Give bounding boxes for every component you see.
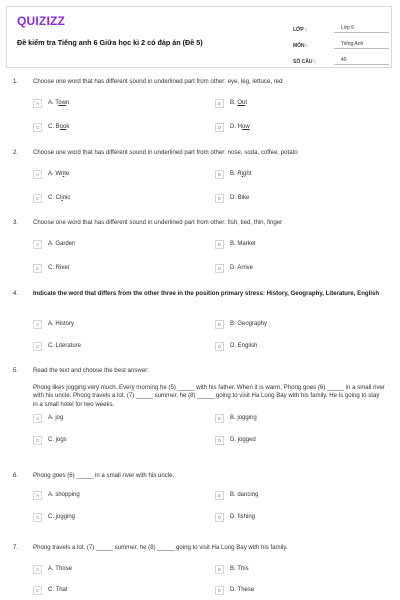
meta-fields — [293, 17, 389, 65]
option-d[interactable] — [215, 341, 257, 351]
option-letter-box: A — [33, 99, 42, 108]
option-d[interactable] — [215, 193, 249, 203]
option-text: D. Arrive — [230, 265, 254, 271]
question-text: Choose one word that has different sound in underlined part from other: eye, leg, lettuce, red — [33, 78, 283, 85]
option-text: A. Garden — [48, 241, 76, 247]
options-grid — [0, 490, 400, 550]
question-text: Choose one word that has different sound in underlined part from other: nose, soda, coffee, potato — [33, 149, 298, 156]
meta-label: LỚP : — [293, 27, 307, 33]
question-text: Choose one word that has different sound in underlined part from other: fish, tied, thin, finger — [33, 219, 283, 226]
meta-label: MÔN : — [293, 43, 308, 49]
question-number: 2. — [13, 149, 19, 156]
option-a[interactable] — [33, 239, 75, 249]
option-text: B. Right — [230, 171, 252, 177]
option-c[interactable] — [33, 512, 75, 522]
option-text: B. dancing — [230, 492, 259, 498]
option-text: B. Market — [230, 241, 256, 247]
option-c[interactable] — [33, 341, 81, 351]
option-letter-box: B — [215, 320, 224, 329]
worksheet-header — [6, 6, 392, 68]
option-a[interactable] — [33, 490, 80, 500]
quizizz-logo: QUIZIZZ — [17, 14, 66, 28]
options-grid — [0, 564, 400, 600]
option-b[interactable] — [215, 490, 258, 500]
option-letter-box: C — [33, 586, 42, 595]
option-a[interactable] — [33, 169, 69, 179]
option-d[interactable] — [215, 512, 255, 522]
option-letter-box: C — [33, 123, 42, 132]
question-number: 1. — [13, 78, 19, 85]
option-letter-box: D — [215, 123, 224, 132]
option-text: C. Clinic — [48, 195, 71, 201]
option-b[interactable] — [215, 564, 249, 574]
option-text: B. jogging — [230, 415, 257, 421]
option-letter-box: B — [215, 565, 224, 574]
option-d[interactable] — [215, 122, 250, 132]
option-c[interactable] — [33, 585, 68, 595]
meta-row-count — [293, 49, 389, 65]
option-d[interactable] — [215, 585, 254, 595]
option-text: D. fishing — [230, 514, 256, 520]
option-letter-box: D — [215, 194, 224, 203]
question-number: 5. — [13, 367, 19, 374]
option-text: C. Book — [48, 124, 70, 130]
option-letter-box: C — [33, 436, 42, 445]
question-number: 6. — [13, 472, 19, 479]
option-b[interactable] — [215, 319, 267, 329]
option-a[interactable] — [33, 98, 69, 108]
option-text: B. Geography — [230, 321, 268, 327]
option-letter-box: A — [33, 414, 42, 423]
option-a[interactable] — [33, 564, 72, 574]
option-letter-box: C — [33, 194, 42, 203]
option-text: A. shopping — [48, 492, 80, 498]
option-b[interactable] — [215, 413, 257, 423]
option-text: C. River — [48, 265, 70, 271]
question-text: Indicate the word that differs from the other three in the position primary stress: History, Geography, Literature, English — [33, 290, 380, 297]
option-letter-box: D — [215, 586, 224, 595]
meta-label: SỐ CÂU : — [293, 59, 316, 65]
option-text: B. This — [230, 566, 249, 572]
option-text: C. jogging — [48, 514, 76, 520]
option-text: D. English — [230, 343, 258, 349]
option-a[interactable] — [33, 413, 63, 423]
option-letter-box: B — [215, 170, 224, 179]
question-text: Read the text and choose the best answer: — [33, 367, 149, 374]
option-text: A. Write — [48, 171, 70, 177]
option-letter-box: A — [33, 491, 42, 500]
option-c[interactable] — [33, 263, 70, 273]
option-text: D. These — [230, 587, 255, 593]
reading-passage: Phong likes jogging very much. Every morning he (5) _____ with his father. When it is warm, Phong goes (6) _____ in a small river with his uncle. Phong travels a lot. (7) _____ summer, he (8) _____ going to visit Ha Long Bay with his family. He is going to stay in a small hotel for two weeks. — [33, 384, 385, 408]
option-d[interactable] — [215, 435, 256, 445]
option-letter-box: C — [33, 342, 42, 351]
option-text: C. Literature — [48, 343, 82, 349]
option-b[interactable] — [215, 239, 256, 249]
option-text: D. jogged — [230, 437, 256, 443]
option-letter-box: A — [33, 240, 42, 249]
option-text: A. Those — [48, 566, 72, 572]
option-text: A. History — [48, 321, 75, 327]
option-text: C. That — [48, 587, 68, 593]
question-text: Phong travels a lot. (7) _____ summer, he (8) _____ going to visit Ha Long Bay with his family. — [33, 544, 288, 551]
option-letter-box: A — [33, 320, 42, 329]
question-number: 3. — [13, 219, 19, 226]
option-letter-box: A — [33, 170, 42, 179]
option-text: B. Out — [230, 100, 248, 106]
option-letter-box: D — [215, 342, 224, 351]
option-d[interactable] — [215, 263, 253, 273]
option-text: D. Bike — [230, 195, 250, 201]
option-c[interactable] — [33, 193, 70, 203]
option-letter-box: B — [215, 99, 224, 108]
question-number: 7. — [13, 544, 19, 551]
option-letter-box: C — [33, 264, 42, 273]
option-letter-box: B — [215, 491, 224, 500]
meta-value: 40 — [334, 57, 389, 65]
option-text: D. How — [230, 124, 250, 130]
option-c[interactable] — [33, 122, 69, 132]
option-letter-box: C — [33, 513, 42, 522]
option-text: A. Town — [48, 100, 70, 106]
option-letter-box: A — [33, 565, 42, 574]
option-letter-box: D — [215, 513, 224, 522]
option-letter-box: D — [215, 264, 224, 273]
question-number: 4. — [13, 290, 19, 297]
options-grid — [0, 413, 400, 473]
option-text: C. jogs — [48, 437, 67, 443]
option-b[interactable] — [215, 98, 247, 108]
option-b[interactable] — [215, 169, 251, 179]
question-text: Phong goes (6) _____ in a small river with his uncle. — [33, 472, 175, 479]
option-letter-box: B — [215, 414, 224, 423]
meta-row-class — [293, 17, 389, 33]
option-letter-box: D — [215, 436, 224, 445]
meta-value: Tiếng Anh — [334, 41, 389, 49]
document-title: Đề kiểm tra Tiếng anh 6 Giữa học kì 2 có đáp án (Đề 5) — [17, 38, 203, 47]
option-text: A. jog — [48, 415, 64, 421]
meta-row-subject — [293, 33, 389, 49]
option-letter-box: B — [215, 240, 224, 249]
meta-value: Lớp 6 — [334, 25, 389, 33]
option-a[interactable] — [33, 319, 74, 329]
option-c[interactable] — [33, 435, 67, 445]
